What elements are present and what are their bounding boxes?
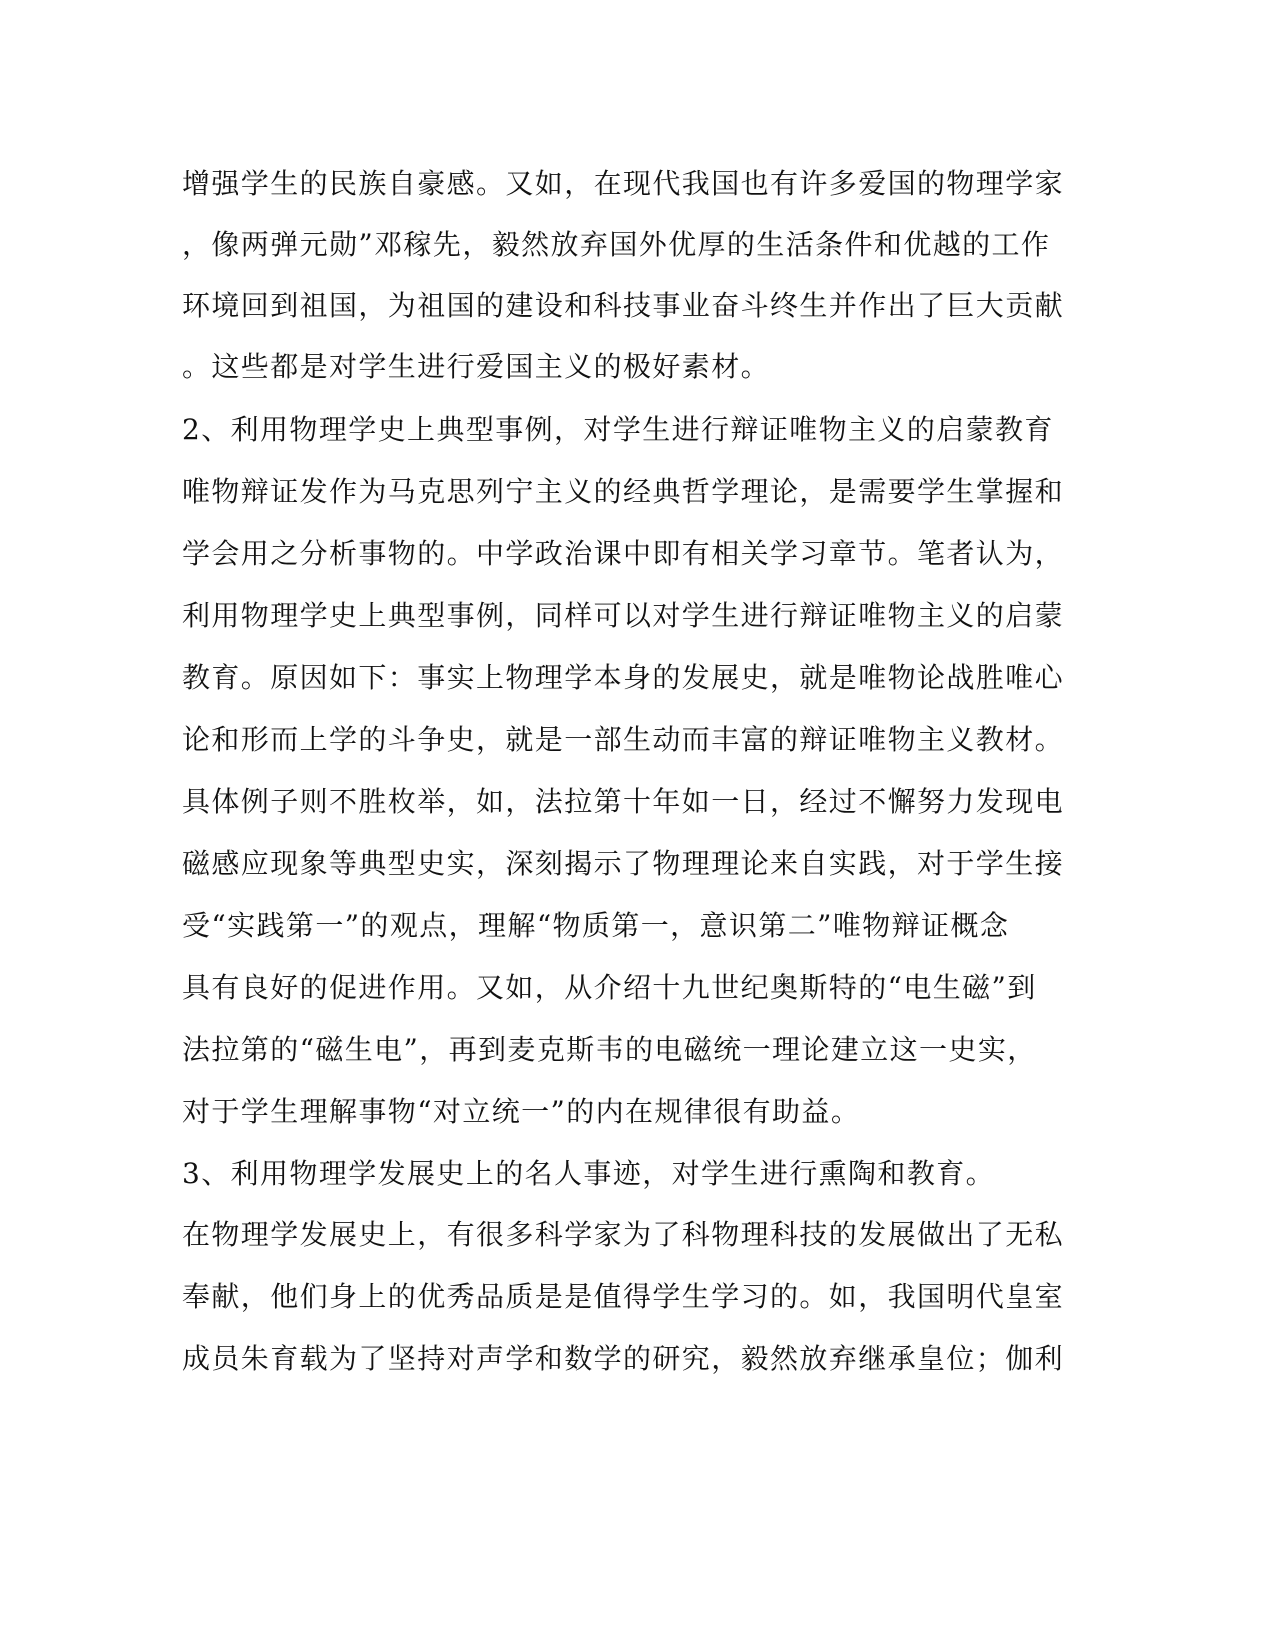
text-line: 利用物理学史上典型事例，同样可以对学生进行辩证唯物主义的启蒙 <box>182 599 1065 632</box>
text-line: 唯物辩证发作为马克思列宁主义的经典哲学理论，是需要学生掌握和 <box>182 475 1065 508</box>
text-line: 具有良好的促进作用。又如，从介绍十九世纪奥斯特的“电生磁”到 <box>182 971 1037 1004</box>
text-line: 环境回到祖国，为祖国的建设和科技事业奋斗终生并作出了巨大贡献 <box>182 289 1065 322</box>
text-line: 法拉第的“磁生电”，再到麦克斯韦的电磁统一理论建立这一史实， <box>182 1033 1037 1066</box>
text-line: 增强学生的民族自豪感。又如，在现代我国也有许多爱国的物理学家 <box>182 167 1065 200</box>
text-line: 具体例子则不胜枚举，如，法拉第十年如一日，经过不懈努力发现电 <box>182 785 1065 818</box>
text-line: 。这些都是对学生进行爱国主义的极好素材。 <box>182 350 771 383</box>
text-line: 磁感应现象等典型史实，深刻揭示了物理理论来自实践，对于学生接 <box>182 847 1065 880</box>
text-line: 奉献，他们身上的优秀品质是是值得学生学习的。如，我国明代皇室 <box>182 1280 1065 1313</box>
text-line: 对于学生理解事物“对立统一”的内在规律很有助益。 <box>182 1095 861 1128</box>
text-line: 教育。原因如下：事实上物理学本身的发展史，就是唯物论战胜唯心 <box>182 661 1065 694</box>
text-line: ，像两弹元勋”邓稼先，毅然放弃国外优厚的生活条件和优越的工作 <box>182 228 1051 261</box>
text-line: 论和形而上学的斗争史，就是一部生动而丰富的辩证唯物主义教材。 <box>182 723 1065 756</box>
section-heading-3: 3、利用物理学发展史上的名人事迹，对学生进行熏陶和教育。 <box>182 1157 996 1190</box>
text-line: 成员朱育载为了坚持对声学和数学的研究，毅然放弃继承皇位；伽利 <box>182 1342 1065 1375</box>
section-heading-2: 2、利用物理学史上典型事例，对学生进行辩证唯物主义的启蒙教育 <box>182 413 1054 446</box>
text-line: 受“实践第一”的观点，理解“物质第一，意识第二”唯物辩证概念 <box>182 909 1010 942</box>
text-line: 在物理学发展史上，有很多科学家为了科物理科技的发展做出了无私 <box>182 1218 1065 1251</box>
text-line: 学会用之分析事物的。中学政治课中即有相关学习章节。笔者认为， <box>182 537 1065 570</box>
